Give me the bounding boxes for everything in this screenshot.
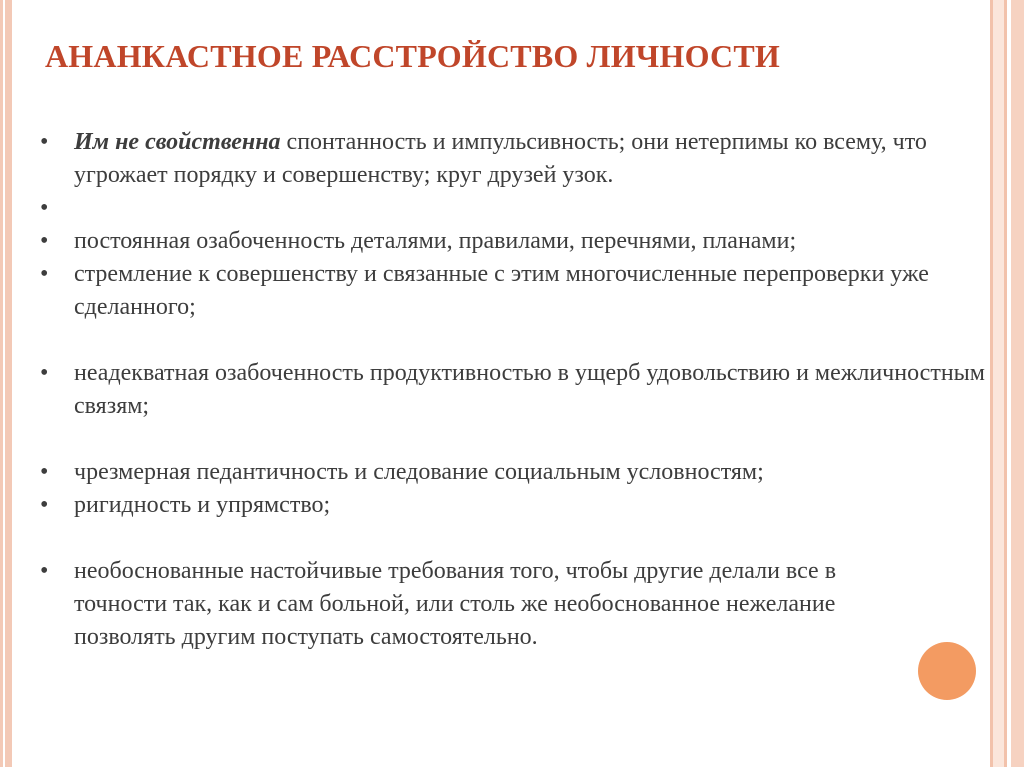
bullet-icon: • — [40, 195, 49, 221]
bullet-icon: • — [40, 360, 49, 386]
item-text: неадекватная озабоченность продуктивностью в ущерб удовольствию и межличностным связям; — [74, 360, 985, 419]
bullet-icon: • — [40, 459, 49, 485]
list-item — [40, 258, 1010, 324]
item-text: стремление к совершенству и связанные с этим многочисленные перепроверки уже сделанного; — [74, 261, 929, 320]
list-item — [40, 126, 1010, 192]
item-text: постоянная озабоченность деталями, правилами, перечнями, планами; — [74, 228, 797, 254]
bullet-list — [40, 126, 1010, 654]
left-frame-border — [0, 0, 12, 767]
spacer — [40, 423, 1010, 456]
item-text: необоснованные настойчивые требования того, чтобы другие делали все в точности так, как и сам больной, или столь же необоснованное нежелание позволять другим поступать самостоятельно. — [74, 558, 837, 650]
list-item — [40, 456, 1010, 489]
item-text: ригидность и упрямство; — [74, 492, 331, 518]
spacer — [40, 522, 1010, 555]
list-item — [40, 555, 1010, 654]
list-item — [40, 357, 1010, 423]
list-item — [40, 225, 1010, 258]
item-text: спонтанность и импульсивность; они нетерпимы ко всему, что угрожает порядку и совершенству; круг друзей узок. — [74, 129, 927, 188]
list-item-empty — [40, 192, 1010, 225]
bullet-icon: • — [40, 492, 49, 518]
bullet-icon: • — [40, 261, 49, 287]
spacer — [40, 324, 1010, 357]
list-item — [40, 489, 1010, 522]
slide-title: АНАНКАСТНОЕ РАССТРОЙСТВО ЛИЧНОСТИ — [45, 38, 780, 74]
item-lead-text: Им не свойственна — [74, 129, 281, 155]
bullet-icon: • — [40, 558, 49, 584]
bullet-icon: • — [40, 228, 49, 254]
decorative-circle — [918, 642, 976, 700]
bullet-icon: • — [40, 129, 49, 155]
item-text: чрезмерная педантичность и следование социальным условностям; — [74, 459, 764, 485]
